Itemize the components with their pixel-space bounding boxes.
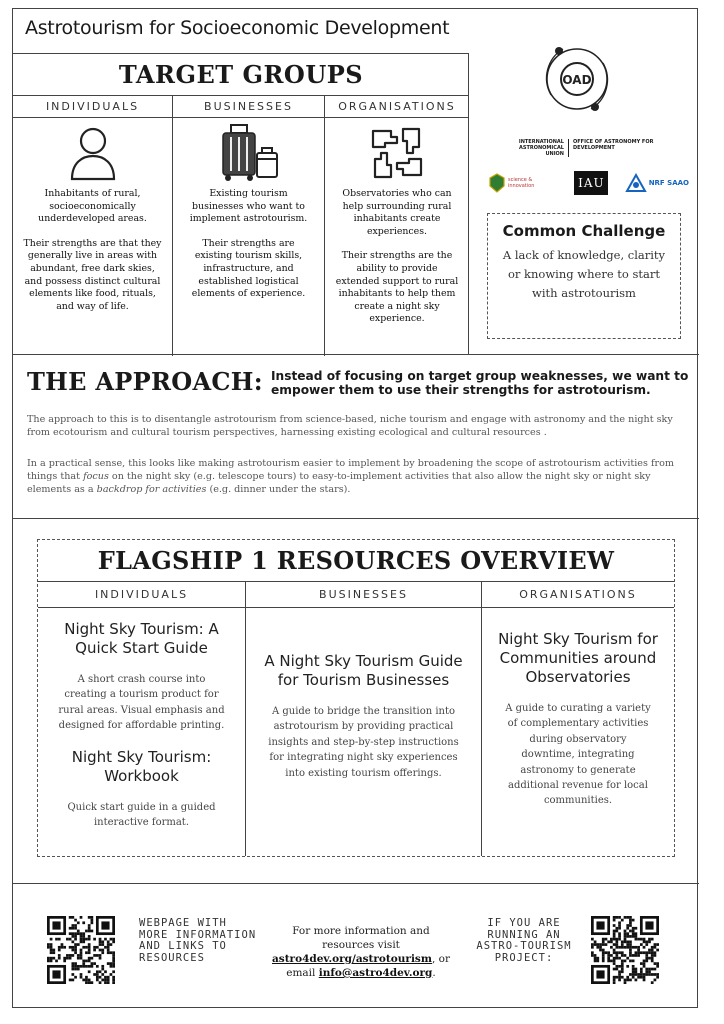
oad-logo-text: OAD bbox=[562, 73, 592, 87]
iau-logo: IAU bbox=[574, 171, 608, 195]
resource-title: A Night Sky Tourism Guide for Tourism Businesses bbox=[264, 652, 463, 689]
astrotourism-link[interactable]: astro4dev.org/astrotourism bbox=[271, 953, 432, 965]
resource-description: Quick start guide in a guided interactive format. bbox=[67, 801, 216, 829]
strengths: Their strengths are existing tourism skills, infrastructure, and established logistical elements of experience. bbox=[191, 237, 306, 300]
p2-emphasis-backdrop: backdrop for activities bbox=[96, 484, 207, 495]
approach-title: THE APPROACH: bbox=[27, 367, 263, 396]
flagship-columns bbox=[38, 582, 674, 856]
flagship-organisations bbox=[482, 582, 674, 856]
project-note: IF YOU ARE RUNNING AN ASTRO-TOURISM PROJECT: bbox=[476, 917, 572, 964]
approach-section bbox=[13, 355, 699, 519]
resource-description: A guide to curating a variety of complementary activities during observatory downtime, integrating astronomy to generate additional revenue for local communities. bbox=[505, 703, 651, 807]
target-group-organisations bbox=[325, 96, 469, 356]
common-challenge-box bbox=[487, 213, 681, 339]
strengths: Their strengths are the ability to provide extended support to rural inhabitants to help them create a night sky experience. bbox=[335, 250, 459, 325]
nrf-saao-logo bbox=[625, 173, 689, 193]
challenge-title: Common Challenge bbox=[502, 222, 666, 240]
joined-hands-icon bbox=[325, 118, 469, 188]
resource-description: A short crash course into creating a tourism product for rural areas. Visual emphasis and designed for affordable printing. bbox=[58, 674, 225, 732]
contact-end: . bbox=[432, 967, 436, 979]
project-qr-code[interactable] bbox=[591, 916, 659, 984]
column-header: INDIVIDUALS bbox=[38, 582, 245, 608]
logo-and-challenge-panel bbox=[469, 9, 699, 355]
approach-paragraph-2 bbox=[27, 457, 691, 496]
column-header: INDIVIDUALS bbox=[13, 96, 172, 118]
webpage-qr-code[interactable] bbox=[47, 916, 115, 984]
p2-emphasis-focus: focus bbox=[83, 471, 109, 482]
approach-lead: Instead of focusing on target group weaknesses, we want to empower them to use their strengths for astrotourism. bbox=[271, 369, 689, 397]
column-text bbox=[13, 188, 172, 313]
email-link[interactable]: info@astro4dev.org bbox=[318, 967, 433, 979]
flagship-title: FLAGSHIP 1 RESOURCES OVERVIEW bbox=[38, 540, 674, 582]
p2-text-c: (e.g. dinner under the stars). bbox=[206, 484, 351, 495]
contact-info bbox=[271, 924, 451, 980]
strengths: Their strengths are that they generally live in areas with abundant, free dark skies, and possess distinct cultural elements like food, rituals, and way of life. bbox=[23, 237, 162, 312]
flagship-businesses bbox=[246, 582, 482, 856]
partner-logos bbox=[489, 169, 689, 197]
resource-description: A guide to bridge the transition into astrotourism by providing practical insights and step-by-step instructions for integrating night sky experiences into existing tourism offerings. bbox=[268, 706, 459, 779]
partner-1-name: science & innovation bbox=[508, 177, 535, 189]
contact-separator: , or email bbox=[286, 953, 450, 979]
science-innovation-logo bbox=[489, 173, 558, 193]
column-header: ORGANISATIONS bbox=[482, 582, 674, 608]
column-text bbox=[173, 188, 324, 301]
top-section bbox=[13, 9, 699, 355]
page bbox=[12, 8, 698, 1008]
p2-text-b: on the night sky (e.g. telescope tours) to easy-to-implement activities that also allow the night sky or night sky elements as a bbox=[27, 471, 651, 495]
target-group-businesses bbox=[173, 96, 325, 356]
iau-oad-wordmark bbox=[509, 139, 669, 157]
challenge-text: A lack of knowledge, clarity or knowing where to start with astrotourism bbox=[502, 248, 666, 300]
flagship-resources-panel bbox=[37, 539, 675, 857]
column-header: BUSINESSES bbox=[173, 96, 324, 118]
partner-3-name: NRF SAAO bbox=[648, 179, 689, 187]
page-title: Astrotourism for Socioeconomic Development bbox=[25, 17, 450, 39]
oad-logo bbox=[537, 39, 617, 119]
luggage-icon bbox=[173, 118, 324, 188]
flagship-individuals bbox=[38, 582, 246, 856]
target-groups-heading: TARGET GROUPS bbox=[13, 54, 469, 96]
footer bbox=[13, 883, 699, 1009]
p2-text-a: In a practical sense, this looks like making astrotourism easier to implement by broadening the scope of astrotourism activities from things that bbox=[27, 458, 674, 482]
description: Existing tourism businesses who want to implement astrotourism. bbox=[189, 188, 308, 225]
resource-title: Night Sky Tourism for Communities around Observatories bbox=[498, 630, 658, 686]
description: Observatories who can help surrounding rural inhabitants create experiences. bbox=[342, 188, 452, 237]
person-icon bbox=[13, 118, 172, 188]
approach-paragraph-1: The approach to this is to disentangle astrotourism from science-based, niche tourism and engage with astronomy and the night sky from ecotourism and cultural tourism perspectives, harnessing existing ecological and cultural resources . bbox=[27, 414, 673, 438]
description: Inhabitants of rural, socioeconomically underdeveloped areas. bbox=[38, 188, 147, 225]
oad-name: OFFICE OF ASTRONOMY FOR DEVELOPMENT bbox=[573, 139, 654, 151]
webpage-note: WEBPAGE WITH MORE INFORMATION AND LINKS TO RESOURCES bbox=[139, 917, 257, 964]
column-header: BUSINESSES bbox=[246, 582, 481, 608]
target-groups-panel bbox=[13, 53, 469, 355]
resource-title: Night Sky Tourism: Workbook bbox=[71, 747, 212, 785]
target-groups-columns bbox=[13, 96, 469, 356]
iau-name: INTERNATIONAL ASTRONOMICAL UNION bbox=[509, 139, 569, 157]
target-group-individuals bbox=[13, 96, 173, 356]
resource-title: Night Sky Tourism: A Quick Start Guide bbox=[64, 620, 219, 657]
contact-text: For more information and resources visit bbox=[292, 925, 430, 951]
column-header: ORGANISATIONS bbox=[325, 96, 469, 118]
column-text bbox=[325, 188, 469, 326]
